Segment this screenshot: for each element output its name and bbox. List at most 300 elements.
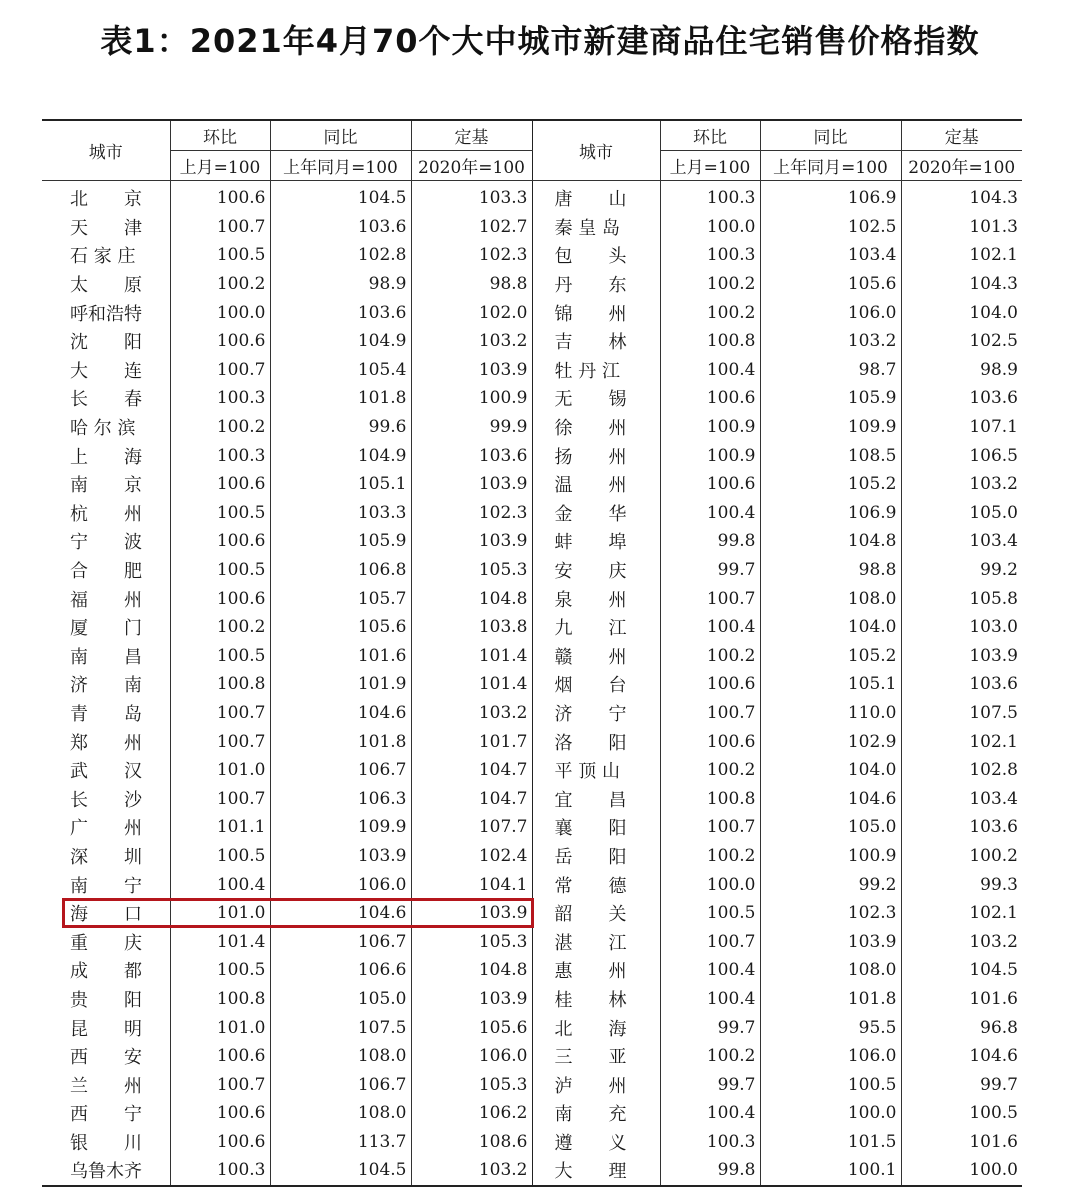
dingji-cell-left: 103.9 — [411, 470, 532, 499]
tongbi-cell-right: 108.0 — [760, 584, 901, 613]
huanbi-cell-right: 100.6 — [660, 470, 760, 499]
dingji-cell-right: 101.6 — [901, 1128, 1022, 1157]
dingji-cell-left: 104.7 — [411, 756, 532, 785]
huanbi-cell-right: 100.4 — [660, 985, 760, 1014]
dingji-cell-left: 101.4 — [411, 642, 532, 671]
city-cell-right: 锦 州 — [532, 298, 660, 327]
tongbi-cell-right: 108.5 — [760, 441, 901, 470]
tongbi-cell-right: 100.5 — [760, 1070, 901, 1099]
city-cell-right: 安 庆 — [532, 556, 660, 585]
city-cell-left: 乌鲁木齐 — [70, 1161, 142, 1183]
huanbi-cell-right: 100.2 — [660, 642, 760, 671]
dingji-cell-left: 103.9 — [411, 527, 532, 556]
dingji-cell-right: 100.5 — [901, 1099, 1022, 1128]
huanbi-cell-right: 99.8 — [660, 1156, 760, 1186]
dingji-cell-right: 102.1 — [901, 241, 1022, 270]
tongbi-cell-right: 105.6 — [760, 270, 901, 299]
city-cell-left: 北 京 — [70, 189, 142, 211]
city-cell-right: 济 宁 — [532, 699, 660, 728]
huanbi-cell-right: 100.2 — [660, 298, 760, 327]
dingji-cell-right: 103.6 — [901, 384, 1022, 413]
huanbi-cell-right: 100.4 — [660, 356, 760, 385]
tongbi-cell-left: 106.6 — [270, 956, 411, 985]
table-row — [42, 413, 1022, 442]
dingji-cell-right: 104.3 — [901, 270, 1022, 299]
table-row — [42, 1070, 1022, 1099]
table-row — [42, 842, 1022, 871]
tongbi-cell-left: 102.8 — [270, 241, 411, 270]
table-row — [42, 181, 1022, 213]
huanbi-cell-right: 100.7 — [660, 813, 760, 842]
huanbi-cell-left: 100.7 — [170, 356, 270, 385]
header-huanbi-left: 环比 — [170, 120, 270, 151]
tongbi-cell-right: 101.8 — [760, 985, 901, 1014]
city-cell-left: 南 昌 — [70, 646, 142, 668]
dingji-cell-left: 103.9 — [411, 356, 532, 385]
city-cell-right: 常 德 — [532, 870, 660, 899]
huanbi-cell-right: 100.2 — [660, 756, 760, 785]
tongbi-cell-right: 105.9 — [760, 384, 901, 413]
tongbi-cell-left: 106.7 — [270, 1070, 411, 1099]
table-row — [42, 470, 1022, 499]
table-row — [42, 1013, 1022, 1042]
huanbi-cell-left: 101.0 — [170, 756, 270, 785]
tongbi-cell-left: 105.9 — [270, 527, 411, 556]
dingji-cell-left: 103.6 — [411, 441, 532, 470]
tongbi-cell-right: 100.1 — [760, 1156, 901, 1186]
city-cell-right: 洛 阳 — [532, 727, 660, 756]
tongbi-cell-right: 108.0 — [760, 956, 901, 985]
city-cell-right: 蚌 埠 — [532, 527, 660, 556]
city-cell-left: 郑 州 — [70, 732, 142, 754]
header-dingji-right: 定基 — [901, 120, 1022, 151]
header-tongbi-base-left: 上年同月=100 — [270, 151, 411, 181]
dingji-cell-right: 99.2 — [901, 556, 1022, 585]
huanbi-cell-right: 100.9 — [660, 441, 760, 470]
tongbi-cell-right: 100.9 — [760, 842, 901, 871]
dingji-cell-left: 105.3 — [411, 556, 532, 585]
tongbi-cell-right: 104.0 — [760, 613, 901, 642]
huanbi-cell-left: 100.5 — [170, 499, 270, 528]
huanbi-cell-right: 99.7 — [660, 556, 760, 585]
tongbi-cell-right: 102.9 — [760, 727, 901, 756]
table-row — [42, 241, 1022, 270]
city-cell-left: 厦 门 — [70, 618, 142, 640]
tongbi-cell-right: 106.0 — [760, 1042, 901, 1071]
page-title: 表1：2021年4月70个大中城市新建商品住宅销售价格指数 — [100, 22, 980, 60]
table-row — [42, 870, 1022, 899]
dingji-cell-right: 96.8 — [901, 1013, 1022, 1042]
tongbi-cell-left: 103.9 — [270, 842, 411, 871]
dingji-cell-left: 103.2 — [411, 327, 532, 356]
tongbi-cell-right: 110.0 — [760, 699, 901, 728]
dingji-cell-left: 102.3 — [411, 241, 532, 270]
huanbi-cell-right: 100.2 — [660, 1042, 760, 1071]
city-cell-right: 湛 江 — [532, 927, 660, 956]
huanbi-cell-right: 100.7 — [660, 699, 760, 728]
table-row — [42, 270, 1022, 299]
table-row — [42, 499, 1022, 528]
huanbi-cell-left: 100.7 — [170, 699, 270, 728]
huanbi-cell-right: 100.8 — [660, 327, 760, 356]
city-cell-left: 南 宁 — [70, 875, 142, 897]
city-cell-left: 西 宁 — [70, 1104, 142, 1126]
huanbi-cell-left: 101.0 — [170, 1013, 270, 1042]
huanbi-cell-right: 100.6 — [660, 384, 760, 413]
city-cell-left: 长 沙 — [70, 789, 142, 811]
huanbi-cell-left: 100.3 — [170, 1156, 270, 1186]
tongbi-cell-left: 106.7 — [270, 756, 411, 785]
dingji-cell-right: 104.3 — [901, 181, 1022, 213]
tongbi-cell-left: 104.9 — [270, 327, 411, 356]
header-huanbi-base-right: 上月=100 — [660, 151, 760, 181]
city-cell-left: 长 春 — [70, 389, 142, 411]
tongbi-cell-right: 105.2 — [760, 642, 901, 671]
dingji-cell-right: 101.6 — [901, 985, 1022, 1014]
huanbi-cell-left: 100.6 — [170, 327, 270, 356]
table-row — [42, 1156, 1022, 1186]
huanbi-cell-right: 100.9 — [660, 413, 760, 442]
tongbi-cell-left: 101.8 — [270, 727, 411, 756]
huanbi-cell-right: 100.7 — [660, 927, 760, 956]
huanbi-cell-right: 99.8 — [660, 527, 760, 556]
dingji-cell-right: 104.0 — [901, 298, 1022, 327]
city-cell-left: 昆 明 — [70, 1018, 142, 1040]
huanbi-cell-left: 100.6 — [170, 1042, 270, 1071]
table-row — [42, 813, 1022, 842]
tongbi-cell-left: 101.9 — [270, 670, 411, 699]
dingji-cell-right: 98.9 — [901, 356, 1022, 385]
huanbi-cell-right: 100.4 — [660, 956, 760, 985]
city-cell-right: 平 顶 山 — [532, 756, 660, 785]
huanbi-cell-left: 100.5 — [170, 642, 270, 671]
city-cell-left: 大 连 — [70, 360, 142, 382]
dingji-cell-right: 105.0 — [901, 499, 1022, 528]
table-row — [42, 1099, 1022, 1128]
city-cell-left: 深 圳 — [70, 846, 142, 868]
city-cell-left: 石 家 庄 — [70, 246, 136, 268]
dingji-cell-left: 104.1 — [411, 870, 532, 899]
huanbi-cell-right: 100.3 — [660, 1128, 760, 1157]
huanbi-cell-left: 100.5 — [170, 842, 270, 871]
city-cell-left: 重 庆 — [70, 932, 142, 954]
city-cell-right: 丹 东 — [532, 270, 660, 299]
huanbi-cell-left: 100.5 — [170, 241, 270, 270]
huanbi-cell-left: 100.6 — [170, 470, 270, 499]
tongbi-cell-right: 106.9 — [760, 499, 901, 528]
table-row — [42, 670, 1022, 699]
tongbi-cell-left: 103.3 — [270, 499, 411, 528]
huanbi-cell-right: 99.7 — [660, 1013, 760, 1042]
huanbi-cell-left: 100.2 — [170, 613, 270, 642]
table-row — [42, 613, 1022, 642]
tongbi-cell-left: 106.7 — [270, 927, 411, 956]
tongbi-cell-right: 98.7 — [760, 356, 901, 385]
tongbi-cell-left: 108.0 — [270, 1042, 411, 1071]
dingji-cell-right: 103.2 — [901, 927, 1022, 956]
tongbi-cell-left: 105.1 — [270, 470, 411, 499]
dingji-cell-right: 99.7 — [901, 1070, 1022, 1099]
huanbi-cell-left: 100.3 — [170, 441, 270, 470]
price-index-table — [42, 119, 1022, 1187]
tongbi-cell-left: 104.9 — [270, 441, 411, 470]
table-row — [42, 213, 1022, 242]
city-cell-right: 牡 丹 江 — [532, 356, 660, 385]
dingji-cell-left: 106.2 — [411, 1099, 532, 1128]
city-cell-right: 吉 林 — [532, 327, 660, 356]
tongbi-cell-left: 108.0 — [270, 1099, 411, 1128]
header-city-left: 城市 — [42, 120, 170, 181]
huanbi-cell-right: 100.0 — [660, 870, 760, 899]
city-cell-right: 徐 州 — [532, 413, 660, 442]
huanbi-cell-left: 101.1 — [170, 813, 270, 842]
dingji-cell-right: 107.5 — [901, 699, 1022, 728]
dingji-cell-left: 105.6 — [411, 1013, 532, 1042]
tongbi-cell-left: 106.0 — [270, 870, 411, 899]
city-cell-right: 秦 皇 岛 — [532, 213, 660, 242]
dingji-cell-right: 100.2 — [901, 842, 1022, 871]
table-row — [42, 927, 1022, 956]
dingji-cell-left: 102.4 — [411, 842, 532, 871]
dingji-cell-left: 100.9 — [411, 384, 532, 413]
dingji-cell-right: 102.8 — [901, 756, 1022, 785]
tongbi-cell-right: 102.3 — [760, 899, 901, 928]
tongbi-cell-left: 104.6 — [270, 699, 411, 728]
dingji-cell-right: 102.1 — [901, 899, 1022, 928]
dingji-cell-left: 101.4 — [411, 670, 532, 699]
table-row — [42, 699, 1022, 728]
dingji-cell-right: 105.8 — [901, 584, 1022, 613]
city-cell-left: 宁 波 — [70, 532, 142, 554]
dingji-cell-left: 102.3 — [411, 499, 532, 528]
huanbi-cell-right: 100.6 — [660, 670, 760, 699]
dingji-cell-right: 106.5 — [901, 441, 1022, 470]
city-cell-right: 温 州 — [532, 470, 660, 499]
tongbi-cell-left: 105.6 — [270, 613, 411, 642]
table-row — [42, 1042, 1022, 1071]
tongbi-cell-left: 99.6 — [270, 413, 411, 442]
huanbi-cell-left: 100.6 — [170, 1099, 270, 1128]
tongbi-cell-right: 105.1 — [760, 670, 901, 699]
header-dingji-base-left: 2020年=100 — [411, 151, 532, 181]
city-cell-right: 襄 阳 — [532, 813, 660, 842]
header-huanbi-right: 环比 — [660, 120, 760, 151]
huanbi-cell-left: 100.3 — [170, 384, 270, 413]
tongbi-cell-left: 105.7 — [270, 584, 411, 613]
huanbi-cell-left: 100.8 — [170, 985, 270, 1014]
dingji-cell-right: 103.2 — [901, 470, 1022, 499]
city-cell-right: 泸 州 — [532, 1070, 660, 1099]
huanbi-cell-left: 100.7 — [170, 784, 270, 813]
tongbi-cell-left: 101.6 — [270, 642, 411, 671]
table-row — [42, 584, 1022, 613]
city-cell-right: 惠 州 — [532, 956, 660, 985]
huanbi-cell-right: 100.3 — [660, 181, 760, 213]
dingji-cell-right: 103.4 — [901, 784, 1022, 813]
city-cell-right: 烟 台 — [532, 670, 660, 699]
huanbi-cell-right: 100.6 — [660, 727, 760, 756]
huanbi-cell-left: 100.6 — [170, 584, 270, 613]
dingji-cell-left: 108.6 — [411, 1128, 532, 1157]
dingji-cell-left: 103.9 — [411, 899, 532, 928]
huanbi-cell-right: 100.8 — [660, 784, 760, 813]
huanbi-cell-left: 100.6 — [170, 181, 270, 213]
table-body — [42, 181, 1022, 1186]
table-row — [42, 784, 1022, 813]
city-cell-right: 韶 关 — [532, 899, 660, 928]
city-cell-left: 沈 阳 — [70, 332, 142, 354]
city-cell-left: 广 州 — [70, 818, 142, 840]
tongbi-cell-right: 104.0 — [760, 756, 901, 785]
dingji-cell-left: 101.7 — [411, 727, 532, 756]
dingji-cell-left: 103.2 — [411, 1156, 532, 1186]
dingji-cell-right: 103.4 — [901, 527, 1022, 556]
city-cell-left: 南 京 — [70, 475, 142, 497]
table-row — [42, 384, 1022, 413]
huanbi-cell-left: 100.2 — [170, 270, 270, 299]
tongbi-cell-right: 102.5 — [760, 213, 901, 242]
dingji-cell-right: 103.9 — [901, 642, 1022, 671]
tongbi-cell-left: 105.4 — [270, 356, 411, 385]
huanbi-cell-right: 100.4 — [660, 1099, 760, 1128]
city-cell-left: 哈 尔 滨 — [70, 418, 136, 440]
header-city-right: 城市 — [532, 120, 660, 181]
huanbi-cell-left: 100.7 — [170, 727, 270, 756]
huanbi-cell-left: 100.7 — [170, 213, 270, 242]
tongbi-cell-right: 104.8 — [760, 527, 901, 556]
city-cell-left: 杭 州 — [70, 503, 142, 525]
city-cell-left: 济 南 — [70, 675, 142, 697]
tongbi-cell-right: 103.9 — [760, 927, 901, 956]
dingji-cell-right: 102.1 — [901, 727, 1022, 756]
tongbi-cell-left: 101.8 — [270, 384, 411, 413]
dingji-cell-right: 103.0 — [901, 613, 1022, 642]
tongbi-cell-right: 103.4 — [760, 241, 901, 270]
dingji-cell-left: 104.7 — [411, 784, 532, 813]
header-dingji-base-right: 2020年=100 — [901, 151, 1022, 181]
city-cell-right: 赣 州 — [532, 642, 660, 671]
city-cell-left: 兰 州 — [70, 1075, 142, 1097]
city-cell-left: 成 都 — [70, 961, 142, 983]
huanbi-cell-left: 100.4 — [170, 870, 270, 899]
header-huanbi-base-left: 上月=100 — [170, 151, 270, 181]
dingji-cell-right: 103.6 — [901, 813, 1022, 842]
dingji-cell-left: 103.3 — [411, 181, 532, 213]
city-cell-right: 扬 州 — [532, 441, 660, 470]
tongbi-cell-right: 105.0 — [760, 813, 901, 842]
header-tongbi-right: 同比 — [760, 120, 901, 151]
city-cell-right: 三 亚 — [532, 1042, 660, 1071]
dingji-cell-left: 98.8 — [411, 270, 532, 299]
huanbi-cell-right: 100.2 — [660, 270, 760, 299]
tongbi-cell-left: 103.6 — [270, 213, 411, 242]
table-row — [42, 899, 1022, 928]
tongbi-cell-left: 113.7 — [270, 1128, 411, 1157]
header-tongbi-base-right: 上年同月=100 — [760, 151, 901, 181]
tongbi-cell-left: 109.9 — [270, 813, 411, 842]
table-row — [42, 298, 1022, 327]
city-cell-left: 上 海 — [70, 446, 142, 468]
dingji-cell-left: 102.7 — [411, 213, 532, 242]
city-cell-right: 桂 林 — [532, 985, 660, 1014]
tongbi-cell-right: 95.5 — [760, 1013, 901, 1042]
city-cell-right: 大 理 — [532, 1156, 660, 1186]
city-cell-left: 银 川 — [70, 1132, 142, 1154]
huanbi-cell-right: 100.4 — [660, 499, 760, 528]
tongbi-cell-right: 101.5 — [760, 1128, 901, 1157]
huanbi-cell-right: 100.7 — [660, 584, 760, 613]
city-cell-left: 西 安 — [70, 1047, 142, 1069]
city-cell-left: 太 原 — [70, 275, 142, 297]
header-tongbi-left: 同比 — [270, 120, 411, 151]
tongbi-cell-left: 105.0 — [270, 985, 411, 1014]
dingji-cell-right: 99.3 — [901, 870, 1022, 899]
tongbi-cell-right: 106.0 — [760, 298, 901, 327]
tongbi-cell-left: 103.6 — [270, 298, 411, 327]
huanbi-cell-left: 100.5 — [170, 956, 270, 985]
tongbi-cell-right: 105.2 — [760, 470, 901, 499]
dingji-cell-right: 107.1 — [901, 413, 1022, 442]
city-cell-left: 海 口 — [70, 904, 142, 926]
dingji-cell-right: 101.3 — [901, 213, 1022, 242]
table-row — [42, 727, 1022, 756]
city-cell-right: 唐 山 — [532, 181, 660, 213]
table-row — [42, 356, 1022, 385]
dingji-cell-right: 100.0 — [901, 1156, 1022, 1186]
tongbi-cell-left: 106.8 — [270, 556, 411, 585]
huanbi-cell-left: 100.6 — [170, 527, 270, 556]
city-cell-left: 青 岛 — [70, 703, 142, 725]
dingji-cell-left: 105.3 — [411, 927, 532, 956]
dingji-cell-left: 99.9 — [411, 413, 532, 442]
city-cell-left: 呼和浩特 — [70, 303, 142, 325]
city-cell-right: 包 头 — [532, 241, 660, 270]
huanbi-cell-left: 101.4 — [170, 927, 270, 956]
table-row — [42, 985, 1022, 1014]
huanbi-cell-left: 101.0 — [170, 899, 270, 928]
tongbi-cell-right: 109.9 — [760, 413, 901, 442]
header-dingji-left: 定基 — [411, 120, 532, 151]
huanbi-cell-left: 100.8 — [170, 670, 270, 699]
huanbi-cell-left: 100.2 — [170, 413, 270, 442]
city-cell-right: 南 充 — [532, 1099, 660, 1128]
table-row — [42, 956, 1022, 985]
dingji-cell-left: 103.9 — [411, 985, 532, 1014]
huanbi-cell-right: 100.4 — [660, 613, 760, 642]
dingji-cell-right: 104.5 — [901, 956, 1022, 985]
table-row — [42, 642, 1022, 671]
city-cell-left: 合 肥 — [70, 561, 142, 583]
table-row — [42, 441, 1022, 470]
tongbi-cell-right: 103.2 — [760, 327, 901, 356]
dingji-cell-left: 103.2 — [411, 699, 532, 728]
city-cell-right: 遵 义 — [532, 1128, 660, 1157]
tongbi-cell-left: 104.5 — [270, 181, 411, 213]
huanbi-cell-right: 100.3 — [660, 241, 760, 270]
dingji-cell-left: 104.8 — [411, 956, 532, 985]
dingji-cell-right: 104.6 — [901, 1042, 1022, 1071]
city-cell-right: 宜 昌 — [532, 784, 660, 813]
tongbi-cell-right: 99.2 — [760, 870, 901, 899]
huanbi-cell-left: 100.5 — [170, 556, 270, 585]
huanbi-cell-right: 100.5 — [660, 899, 760, 928]
tongbi-cell-right: 98.8 — [760, 556, 901, 585]
huanbi-cell-right: 100.2 — [660, 842, 760, 871]
city-cell-right: 无 锡 — [532, 384, 660, 413]
tongbi-cell-left: 106.3 — [270, 784, 411, 813]
city-cell-right: 泉 州 — [532, 584, 660, 613]
dingji-cell-left: 104.8 — [411, 584, 532, 613]
